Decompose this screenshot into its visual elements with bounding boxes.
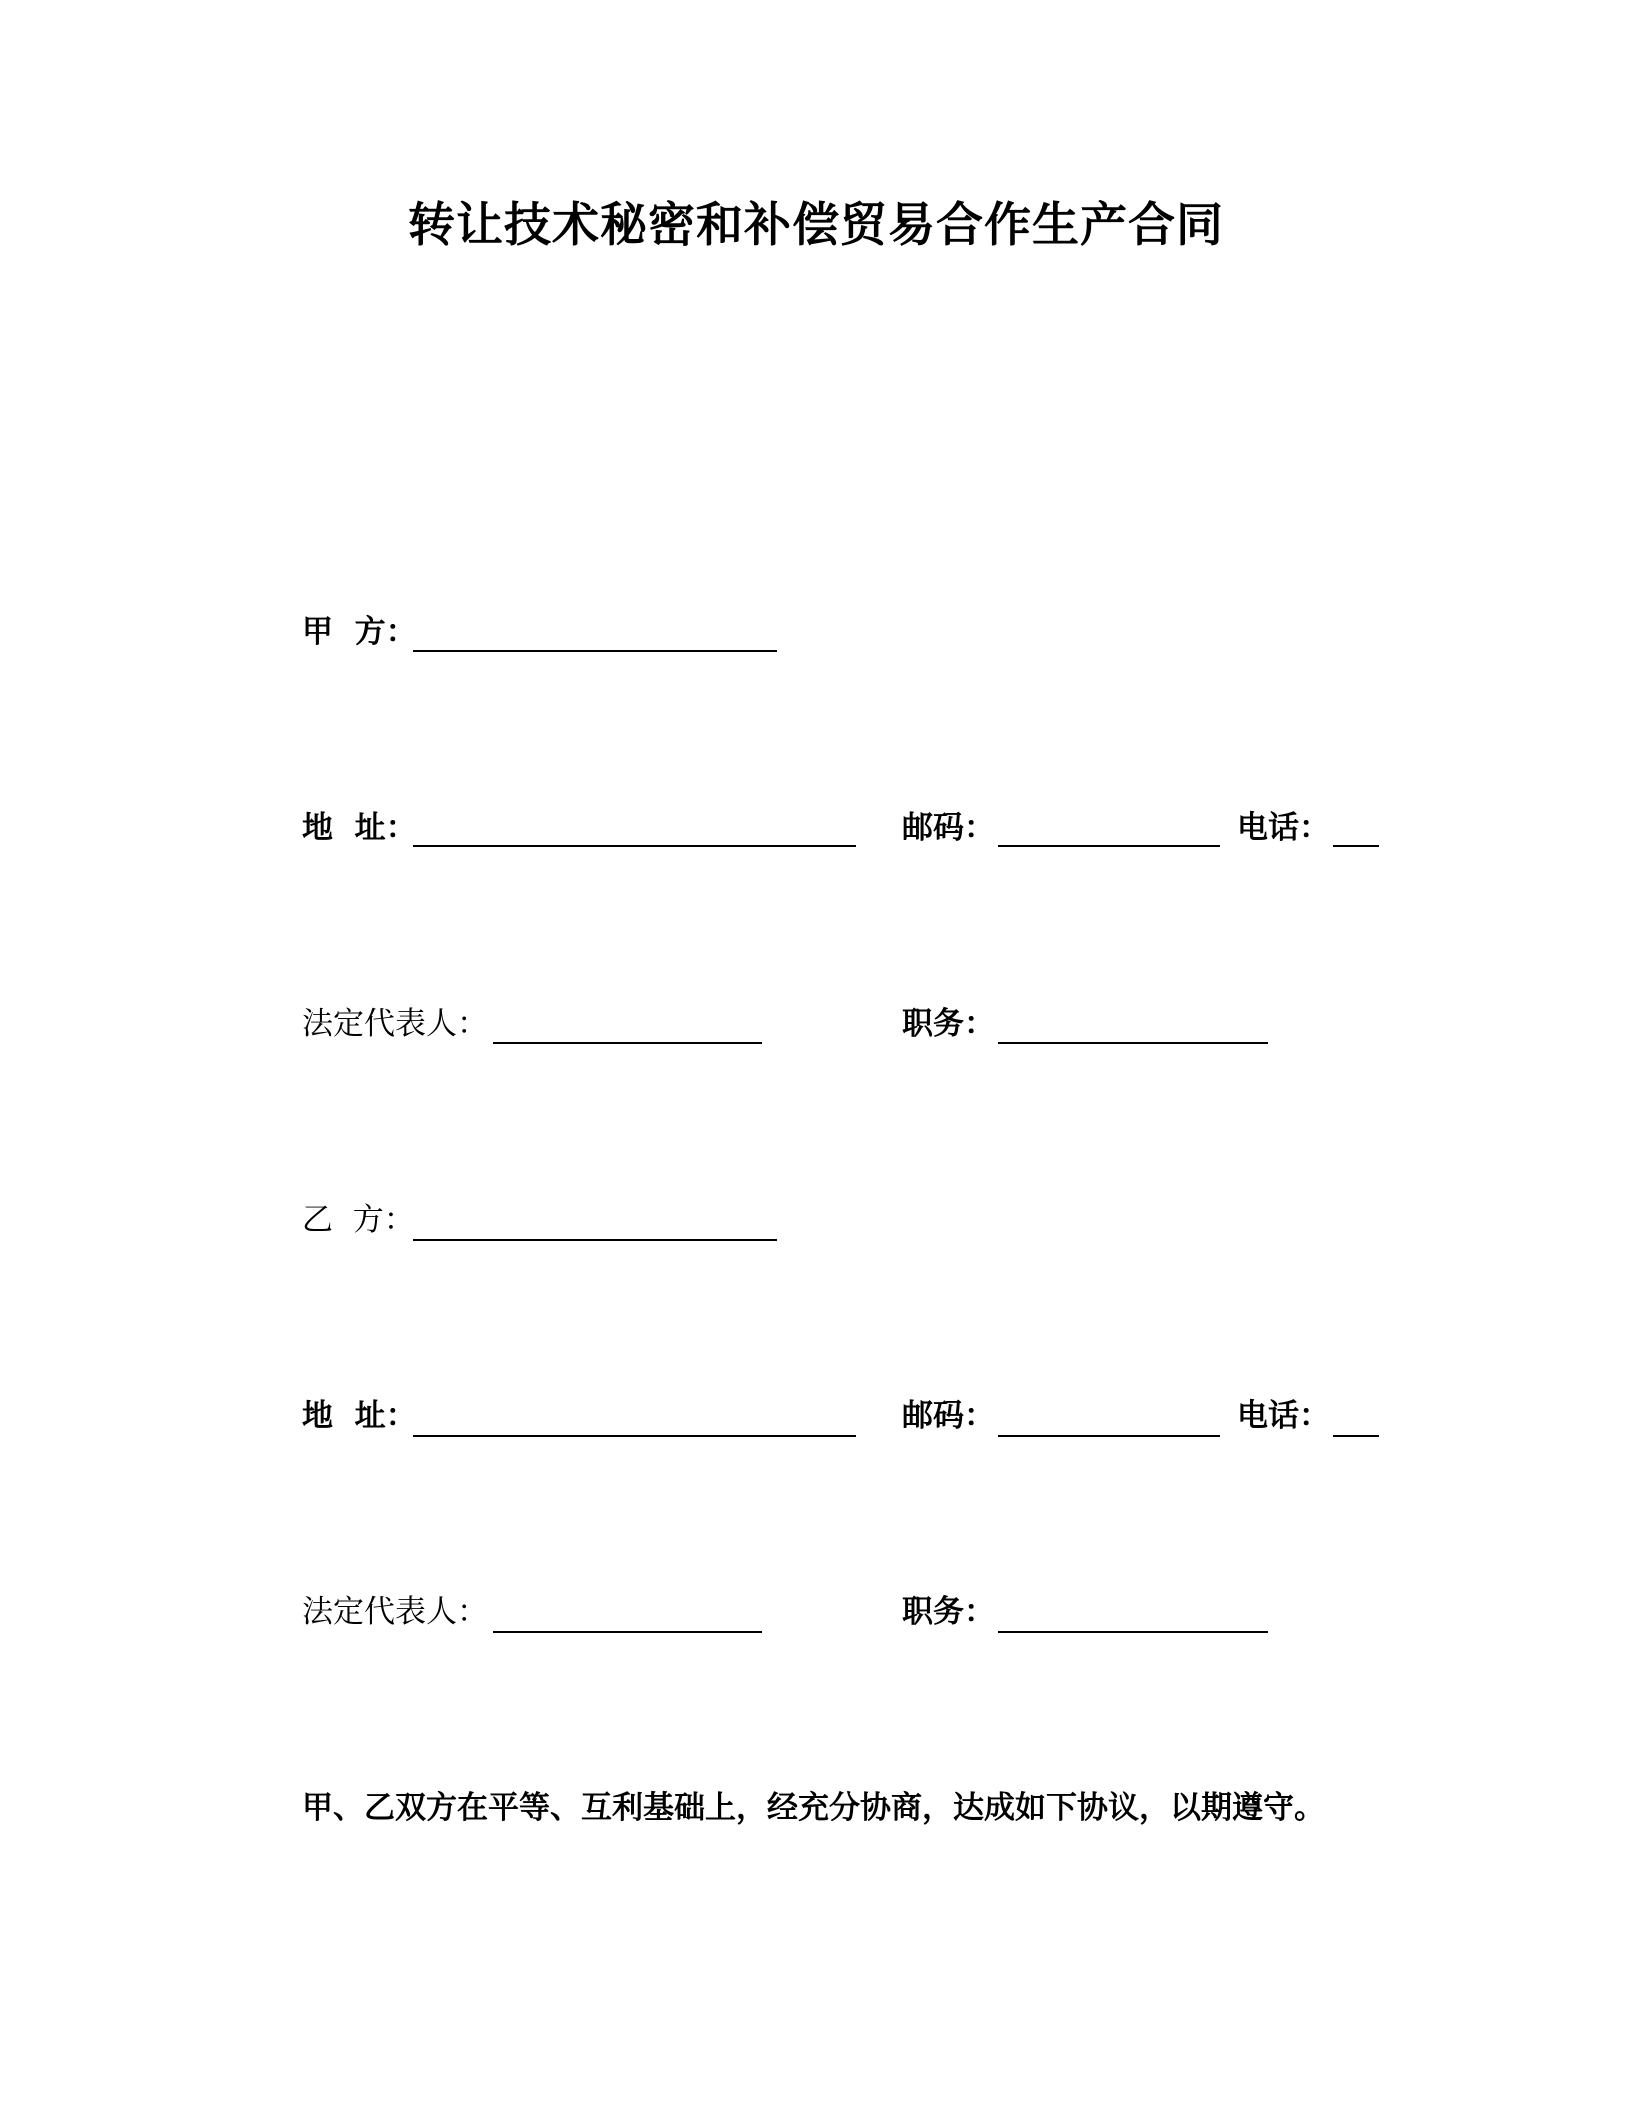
party-b-legal-rep-field[interactable] [493, 1631, 762, 1633]
party-a-position-label: 职务： [902, 1006, 995, 1042]
party-a-legal-rep-label: 法定代表人： [302, 1006, 488, 1042]
party-a-postcode-label: 邮码： [902, 810, 995, 846]
party-b-phone-label: 电话： [1237, 1398, 1330, 1434]
party-a-address-label: 地 址： [302, 810, 417, 846]
party-b-address-label: 地 址： [302, 1398, 417, 1434]
party-a-address-field[interactable] [413, 845, 856, 847]
party-a-position-field[interactable] [998, 1042, 1268, 1044]
party-b-postcode-label: 邮码： [902, 1398, 995, 1434]
document-title: 转让技术秘密和补偿贸易合作生产合同 [408, 198, 1224, 253]
party-b-address-field[interactable] [413, 1435, 856, 1437]
party-a-name-field[interactable] [413, 650, 777, 652]
party-a-phone-label: 电话： [1237, 810, 1330, 846]
party-b-label: 乙 方： [302, 1202, 415, 1238]
party-b-phone-field[interactable] [1333, 1435, 1379, 1437]
party-a-phone-field[interactable] [1333, 845, 1379, 847]
party-a-label: 甲 方： [302, 614, 417, 650]
party-b-position-field[interactable] [998, 1631, 1268, 1633]
intro-paragraph: 甲、乙双方在平等、互利基础上，经充分协商，达成如下协议，以期遵守。 [302, 1790, 1325, 1826]
party-b-position-label: 职务： [902, 1594, 995, 1630]
party-b-legal-rep-label: 法定代表人： [302, 1594, 488, 1630]
party-a-postcode-field[interactable] [998, 845, 1220, 847]
party-a-legal-rep-field[interactable] [493, 1042, 762, 1044]
party-b-name-field[interactable] [413, 1239, 777, 1241]
party-b-postcode-field[interactable] [998, 1435, 1220, 1437]
